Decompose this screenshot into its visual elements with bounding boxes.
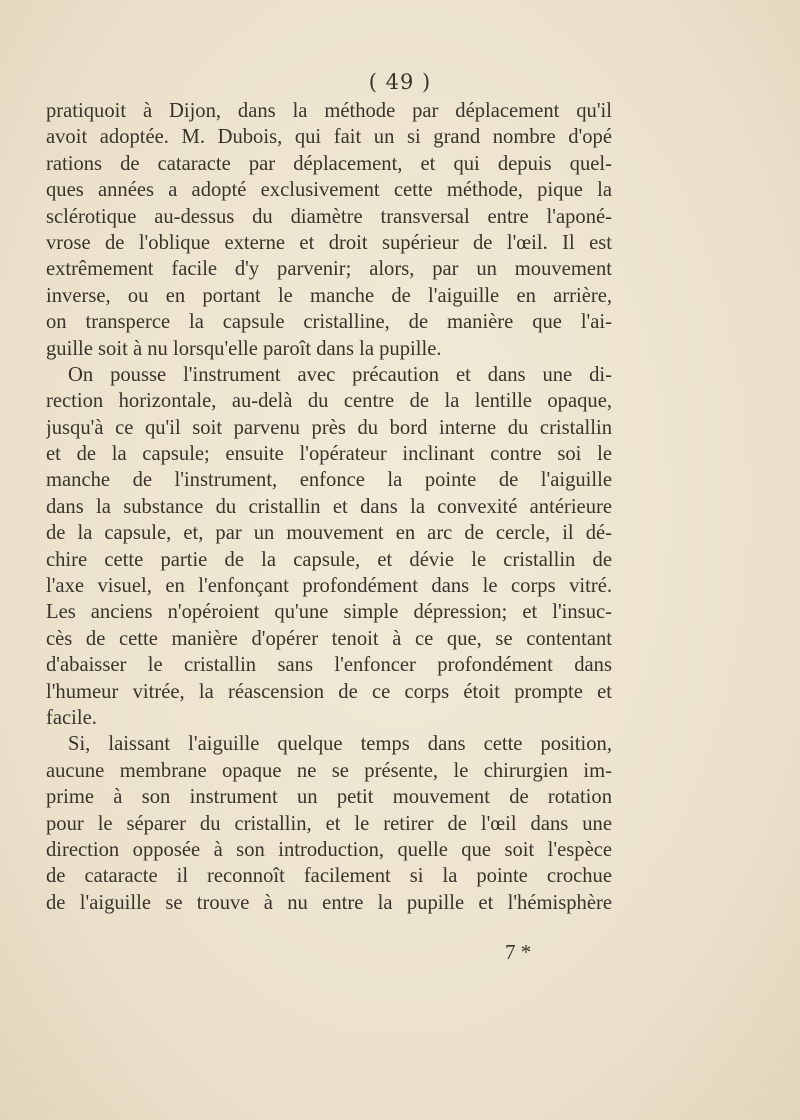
text-line: cès de cette manière d'opérer tenoit à ce que, se contentant — [46, 627, 612, 650]
page-number: ( 49 ) — [368, 70, 432, 94]
signature-mark: 7 * — [505, 940, 532, 964]
text-line: et de la capsule; ensuite l'opérateur inclinant contre soi le — [46, 443, 612, 466]
text-line: de l'aiguille se trouve à nu entre la pupille et l'hémisphère — [46, 891, 612, 914]
text-line: avoit adoptée. M. Dubois, qui fait un si grand nombre d'opé — [46, 126, 612, 149]
text-line: Si, laissant l'aiguille quelque temps dans cette position, — [68, 733, 612, 756]
text-line: facile. — [46, 706, 97, 729]
text-line: l'axe visuel, en l'enfonçant profondément dans le corps vitré. — [46, 575, 612, 598]
text-line: ques années a adopté exclusivement cette méthode, pique la — [46, 179, 612, 202]
text-line: pour le séparer du cristallin, et le retirer de l'œil dans une — [46, 812, 612, 835]
text-line: guille soit à nu lorsqu'elle paroît dans la pupille. — [46, 337, 442, 360]
text-line: jusqu'à ce qu'il soit parvenu près du bord interne du cristallin — [46, 416, 612, 439]
text-line: inverse, ou en portant le manche de l'aiguille en arrière, — [46, 284, 612, 307]
text-line: dans la substance du cristallin et dans la convexité antérieure — [46, 495, 612, 518]
text-line: aucune membrane opaque ne se présente, le chirurgien im- — [46, 759, 612, 782]
text-line: manche de l'instrument, enfonce la pointe de l'aiguille — [46, 469, 612, 492]
text-line: Les anciens n'opéroient qu'une simple dépression; et l'insuc- — [46, 601, 612, 624]
text-line: on transperce la capsule cristalline, de manière que l'ai- — [46, 311, 612, 334]
text-line: d'abaisser le cristallin sans l'enfoncer profondément dans — [46, 654, 612, 677]
text-line: vrose de l'oblique externe et droit supérieur de l'œil. Il est — [46, 231, 612, 254]
text-line: de la capsule, et, par un mouvement en arc de cercle, il dé- — [46, 522, 612, 545]
text-line: sclérotique au-dessus du diamètre transversal entre l'aponé- — [46, 205, 612, 228]
text-line: extrêmement facile d'y parvenir; alors, par un mouvement — [46, 258, 612, 281]
body-text — [46, 98, 612, 916]
text-line: rations de cataracte par déplacement, et qui depuis quel- — [46, 152, 612, 175]
text-line: de cataracte il reconnoît facilement si la pointe crochue — [46, 865, 612, 888]
text-line: l'humeur vitrée, la réascension de ce corps étoit prompte et — [46, 680, 612, 703]
text-line: pratiquoit à Dijon, dans la méthode par déplacement qu'il — [46, 100, 612, 122]
text-line: direction opposée à son introduction, quelle que soit l'espèce — [46, 838, 612, 861]
text-line: On pousse l'instrument avec précaution et dans une di- — [68, 363, 612, 386]
text-line: rection horizontale, au-delà du centre de la lentille opaque, — [46, 390, 612, 413]
text-line: prime à son instrument un petit mouvement de rotation — [46, 786, 612, 809]
text-line: chire cette partie de la capsule, et dévie le cristallin de — [46, 548, 612, 571]
